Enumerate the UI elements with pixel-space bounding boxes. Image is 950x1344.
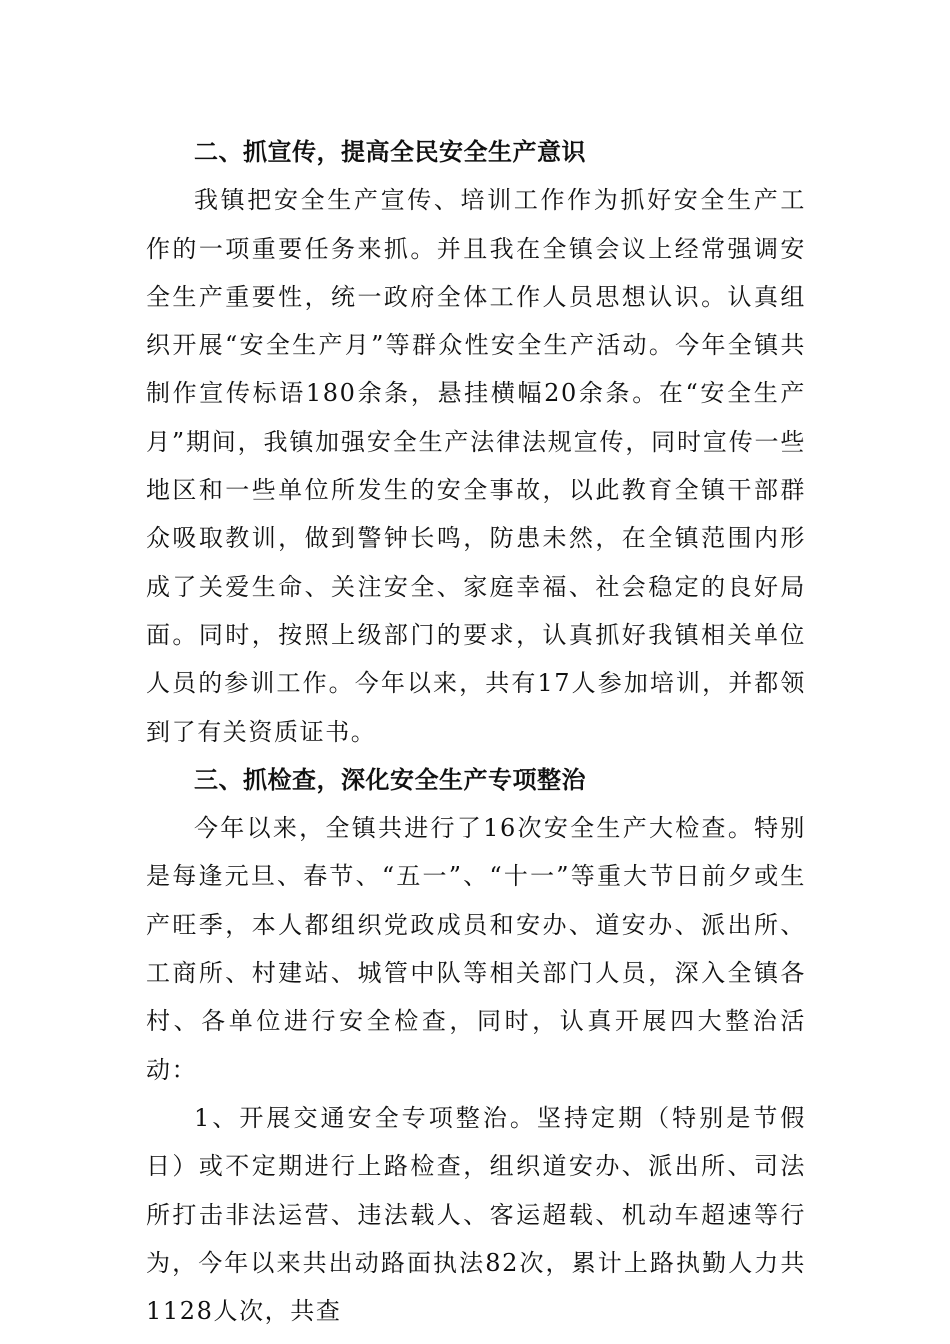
paragraph: 今年以来，全镇共进行了16次安全生产大检查。特别是每逢元旦、春节、“五一”、“十一”等重大节日前夕或生产旺季，本人都组织党政成员和安办、道安办、派出所、工商所、村建站、城管中队等相关部门人员，深入全镇各村、各单位进行安全检查，同时，认真开展四大整治活动：: [146, 814, 806, 1084]
paragraph: 我镇把安全生产宣传、培训工作作为抓好安全生产工作的一项重要任务来抓。并且我在全镇会议上经常强调安全生产重要性，统一政府全体工作人员思想认识。认真组织开展“安全生产月”等群众性安全生产活动。今年全镇共制作宣传标语180余条，悬挂横幅20余条。在“安全生产月”期间，我镇加强安全生产法律法规宣传，同时宣传一些地区和一些单位所发生的安全事故，以此教育全镇干部群众吸取教训，做到警钟长鸣，防患未然，在全镇范围内形成了关爱生命、关注安全、家庭幸福、社会稳定的良好局面。同时，按照上级部门的要求，认真抓好我镇相关单位人员的参训工作。今年以来，共有17人参加培训，并都领到了有关资质证书。: [146, 186, 806, 746]
paragraph: 1、开展交通安全专项整治。坚持定期（特别是节假日）或不定期进行上路检查，组织道安办、派出所、司法所打击非法运营、违法载人、客运超载、机动车超速等行为，今年以来共出动路面执法82次，累计上路执勤人力共1128人次，共查: [146, 1103, 806, 1326]
document-body: [146, 128, 806, 1335]
section-heading: 二、抓宣传，提高全民安全生产意识: [194, 138, 586, 166]
section-heading: 三、抓检查，深化安全生产专项整治: [194, 765, 586, 794]
